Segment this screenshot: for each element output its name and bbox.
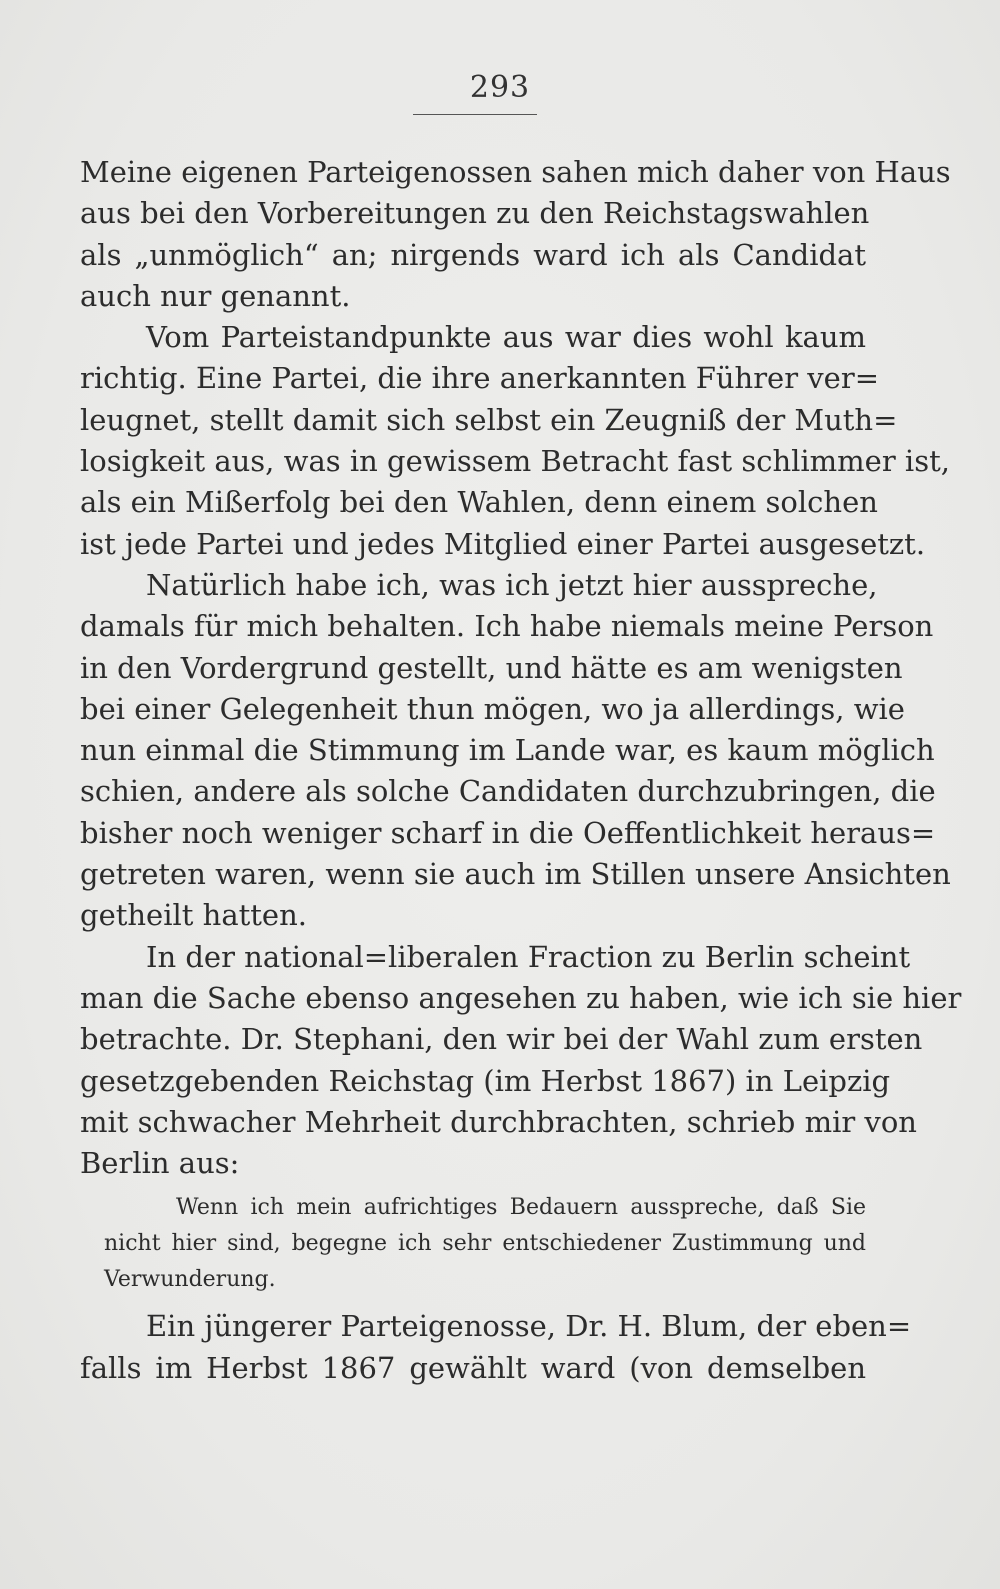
text-line: auch nur genannt. xyxy=(80,278,351,313)
body-text xyxy=(80,152,962,1389)
quote-line: nicht hier sind, begegne ich sehr entschiedener Zustimmung und xyxy=(104,1231,866,1257)
paragraph-5 xyxy=(80,1306,912,1389)
text-line: damals für mich behalten. Ich habe niemals meine Person xyxy=(80,609,934,644)
text-line: Berlin aus: xyxy=(80,1146,240,1181)
quote-line: Wenn ich mein aufrichtiges Bedauern ausspreche, daß Sie xyxy=(176,1195,866,1221)
text-line: als ein Mißerfolg bei den Wahlen, denn einem solchen xyxy=(80,485,878,520)
text-line: losigkeit aus, was in gewissem Betracht fast schlimmer ist, xyxy=(80,444,950,479)
block-quote xyxy=(80,1190,866,1298)
text-line: In der national=liberalen Fraction zu Berlin scheint xyxy=(146,939,911,974)
text-line: bisher noch weniger scharf in die Oeffentlichkeit heraus= xyxy=(80,815,936,850)
text-line: getheilt hatten. xyxy=(80,898,307,933)
text-line: als „unmöglich“ an; nirgends ward ich als Candidat xyxy=(80,237,866,272)
text-line: Vom Parteistandpunkte aus war dies wohl kaum xyxy=(146,320,866,355)
paragraph-3 xyxy=(80,565,951,937)
header-rule xyxy=(413,114,537,115)
text-line: richtig. Eine Partei, die ihre anerkannten Führer ver= xyxy=(80,361,880,396)
page-number: 293 xyxy=(469,70,531,105)
text-line: Meine eigenen Parteigenossen sahen mich daher von Haus xyxy=(80,155,951,189)
text-line: gesetzgebenden Reichstag (im Herbst 1867) in Leipzig xyxy=(80,1063,891,1098)
paragraph-4 xyxy=(80,937,962,1185)
text-line: nun einmal die Stimmung im Lande war, es kaum möglich xyxy=(80,733,935,768)
paragraph-2 xyxy=(80,317,950,565)
text-line: Ein jüngerer Parteigenosse, Dr. H. Blum, der eben= xyxy=(146,1309,912,1344)
text-line: betrachte. Dr. Stephani, den wir bei der Wahl zum ersten xyxy=(80,1022,923,1057)
text-line: bei einer Gelegenheit thun mögen, wo ja allerdings, wie xyxy=(80,691,905,726)
text-line: aus bei den Vorbereitungen zu den Reichstagswahlen xyxy=(80,196,870,231)
text-line: in den Vordergrund gestellt, und hätte es am wenigsten xyxy=(80,650,903,685)
text-line: leugnet, stellt damit sich selbst ein Zeugniß der Muth= xyxy=(80,402,898,437)
text-line: getreten waren, wenn sie auch im Stillen unsere Ansichten xyxy=(80,857,951,892)
text-line: ist jede Partei und jedes Mitglied einer Partei ausgesetzt. xyxy=(80,526,926,561)
text-line: mit schwacher Mehrheit durchbrachten, schrieb mir von xyxy=(80,1104,917,1139)
quote-line: Verwunderung. xyxy=(104,1267,276,1293)
text-line: man die Sache ebenso angesehen zu haben, wie ich sie hier xyxy=(80,980,962,1015)
text-line: falls im Herbst 1867 gewählt ward (von demselben xyxy=(80,1350,866,1385)
text-line: schien, andere als solche Candidaten durchzubringen, die xyxy=(80,774,936,809)
paragraph-1 xyxy=(80,152,951,317)
text-line: Natürlich habe ich, was ich jetzt hier ausspreche, xyxy=(146,567,878,602)
